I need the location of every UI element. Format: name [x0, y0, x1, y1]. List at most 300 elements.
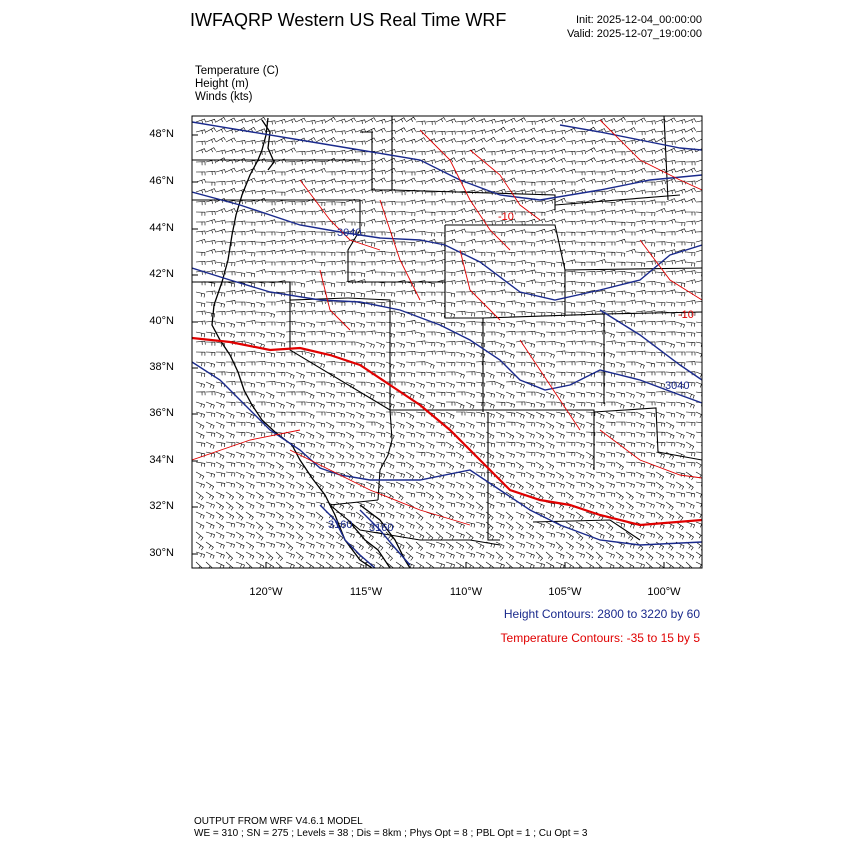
wind-barb: [596, 552, 603, 561]
wind-barb: [516, 362, 525, 366]
wind-barb: [676, 138, 686, 143]
wind-barb: [546, 251, 555, 255]
wind-barb: [626, 300, 636, 304]
wind-barb: [336, 372, 345, 376]
wind-barb: [606, 210, 616, 214]
wind-barb: [596, 242, 605, 246]
wind-barb: [606, 232, 615, 236]
wind-barb: [266, 502, 275, 507]
wind-barb: [406, 412, 414, 419]
wind-barb: [436, 462, 445, 467]
wind-barb: [226, 252, 235, 256]
wind-barb: [236, 382, 245, 386]
wind-barb: [446, 452, 455, 457]
wind-barb: [216, 262, 225, 267]
wind-barb: [666, 242, 675, 247]
wind-barb: [566, 552, 574, 560]
wind-barb: [196, 141, 205, 145]
wind-barb: [456, 562, 464, 570]
wind-barb: [206, 119, 216, 123]
wind-barb: [366, 472, 374, 479]
wind-barb: [366, 252, 375, 256]
wind-barb: [266, 362, 275, 367]
wind-barb: [296, 341, 305, 345]
wind-barb: [306, 432, 314, 439]
wind-barb: [576, 302, 585, 306]
wind-barb: [316, 291, 325, 295]
wind-barb: [586, 352, 595, 357]
wind-barb: [576, 452, 584, 459]
wind-barb: [546, 362, 555, 368]
wind-barb: [306, 211, 315, 215]
wind-barb: [276, 138, 286, 143]
wind-barb: [446, 131, 455, 135]
wind-barb: [196, 231, 205, 235]
wind-barb: [306, 342, 315, 346]
wind-barb: [296, 432, 305, 438]
wind-barb: [476, 522, 485, 528]
wind-barb: [366, 169, 376, 173]
wind-barb: [256, 190, 266, 194]
wind-barb: [656, 302, 665, 306]
wind-barb: [306, 322, 315, 328]
wind-barb: [456, 229, 466, 233]
wind-barb: [646, 492, 655, 497]
wind-barb: [666, 148, 676, 152]
wind-barb: [396, 150, 406, 154]
wind-barb: [326, 240, 336, 244]
wind-barb: [386, 201, 395, 205]
wind-barb: [236, 272, 245, 277]
wind-barb: [616, 452, 625, 458]
wind-barb: [546, 272, 555, 277]
wind-barb: [246, 140, 256, 144]
wind-barb: [496, 462, 505, 467]
wind-barb: [536, 139, 546, 143]
wind-barb: [426, 502, 434, 510]
wind-barb: [246, 392, 255, 396]
wind-barb: [206, 362, 215, 368]
wind-barb: [686, 352, 695, 356]
wind-barb: [646, 362, 655, 367]
wind-barb: [446, 402, 455, 406]
wind-barb: [616, 117, 626, 122]
wind-barb: [676, 222, 685, 226]
lat-label: 30°N: [149, 547, 174, 559]
wind-barb: [596, 502, 604, 509]
wind-barb: [196, 512, 204, 519]
wind-barb: [426, 260, 436, 264]
wind-barb: [506, 422, 515, 426]
wind-barb: [196, 542, 203, 550]
wind-barb: [326, 129, 336, 133]
wind-barb: [536, 382, 545, 386]
wind-barb: [506, 342, 515, 348]
wind-barb: [466, 482, 474, 490]
wind-barb: [586, 331, 595, 335]
wind-barb: [356, 152, 365, 156]
wind-barb: [566, 542, 574, 550]
wind-barb: [566, 402, 575, 408]
wind-barb: [506, 158, 516, 163]
wind-barb: [306, 129, 316, 133]
wind-barb: [366, 290, 376, 294]
wind-barb: [246, 492, 254, 499]
wind-barb: [296, 232, 305, 236]
wind-barb: [316, 402, 325, 408]
wind-barb: [596, 542, 604, 549]
wind-barb: [616, 392, 625, 397]
wind-barb: [406, 178, 416, 182]
wind-barb: [546, 168, 556, 173]
wind-barb: [486, 129, 496, 133]
wind-barb: [536, 182, 545, 186]
wind-barb: [356, 211, 365, 215]
wind-barb: [326, 137, 336, 142]
wind-barb: [446, 532, 454, 539]
wind-barb: [246, 252, 255, 256]
wind-barb: [406, 260, 416, 264]
wind-barb: [586, 301, 595, 305]
wind-barb: [386, 260, 396, 264]
wind-barbs: [196, 117, 706, 571]
wind-barb: [356, 120, 366, 124]
wind-barb: [556, 351, 565, 355]
wind-barb: [426, 442, 434, 449]
wind-barb: [486, 362, 495, 366]
wind-barb: [376, 442, 384, 449]
wind-barb: [546, 302, 555, 306]
wind-barb: [276, 250, 286, 254]
wind-barb: [626, 159, 636, 163]
wind-barb: [476, 138, 486, 142]
wind-barb: [606, 412, 614, 419]
wind-barb: [466, 472, 474, 479]
wind-barb: [556, 241, 565, 245]
wind-barb: [536, 402, 545, 408]
wind-barb: [426, 212, 435, 216]
wind-barb: [546, 432, 554, 439]
wind-barb: [426, 342, 435, 346]
wind-barb: [356, 432, 365, 436]
wind-barb: [526, 542, 534, 549]
wind-barb: [526, 219, 536, 223]
wind-barb: [366, 482, 374, 489]
wind-barb: [686, 128, 696, 133]
wind-barb: [416, 392, 424, 399]
wind-barb: [336, 211, 346, 215]
wind-barb: [516, 422, 524, 428]
wind-barb: [466, 149, 476, 153]
wind-barb: [676, 342, 685, 347]
wind-barb: [496, 552, 503, 561]
wind-barb: [466, 502, 474, 509]
wind-barb: [246, 230, 256, 234]
wind-barb: [416, 542, 423, 551]
wind-barb: [316, 392, 325, 397]
wind-barb: [626, 121, 635, 125]
wind-barb: [386, 422, 395, 428]
wind-barb: [566, 442, 575, 446]
wind-barb: [436, 159, 446, 163]
wind-barb: [476, 422, 485, 427]
wind-barb: [206, 138, 216, 142]
wind-barb: [516, 412, 524, 419]
wind-barb: [576, 210, 586, 214]
wind-barb: [236, 119, 246, 123]
wind-barb: [486, 512, 493, 520]
wind-barb: [386, 542, 393, 550]
wind-barb: [296, 492, 305, 498]
wind-barb: [266, 179, 276, 183]
wind-barb: [686, 162, 695, 166]
wind-barb: [646, 482, 655, 487]
wind-barb: [446, 260, 456, 264]
wind-barb: [496, 140, 506, 144]
wind-barb: [346, 562, 353, 571]
wind-barb: [646, 150, 656, 154]
wind-barb: [386, 472, 394, 479]
wind-barb: [276, 502, 285, 508]
wind-barb: [526, 422, 535, 427]
wind-barb: [606, 262, 615, 267]
wind-barb: [596, 422, 604, 429]
wind-barb: [246, 150, 256, 154]
wind-barb: [616, 239, 626, 243]
wind-barb: [536, 422, 545, 428]
wind-barb: [636, 552, 644, 559]
wind-barb: [516, 542, 525, 548]
wind-barb: [646, 282, 655, 286]
wind-barb: [536, 159, 546, 163]
wind-barb: [276, 452, 284, 459]
wind-barb: [366, 200, 376, 204]
wind-barb: [626, 201, 635, 205]
wind-barb: [486, 341, 495, 345]
wind-barb: [296, 128, 306, 132]
wind-barb: [336, 452, 344, 459]
wind-barb: [436, 259, 446, 263]
wind-barb: [286, 502, 294, 510]
wind-barb: [386, 462, 394, 469]
wind-barb: [676, 532, 684, 539]
wind-barb: [296, 512, 304, 520]
wind-barb: [586, 422, 595, 428]
wind-barb: [626, 222, 635, 226]
wind-barb: [506, 502, 515, 507]
wind-barb: [376, 502, 384, 510]
wind-barb: [556, 552, 564, 559]
wind-barb: [266, 522, 273, 530]
wind-barb: [636, 290, 646, 294]
wind-barb: [426, 362, 434, 369]
wind-barb: [226, 532, 235, 538]
wind-barb: [356, 492, 364, 499]
wind-barb: [236, 452, 244, 458]
wind-barb: [506, 331, 515, 335]
wind-barb: [316, 432, 324, 439]
wind-barb: [626, 262, 635, 266]
wind-barb: [376, 352, 385, 357]
wind-barb: [206, 282, 215, 287]
wind-barb: [586, 342, 595, 346]
wind-barb: [646, 562, 653, 571]
wind-barb: [316, 422, 325, 427]
wind-barb: [356, 141, 365, 145]
lon-label: 110°W: [449, 586, 483, 598]
wind-barb: [356, 161, 365, 165]
wind-barb: [486, 137, 496, 142]
wind-barb: [566, 128, 576, 132]
wind-barb: [626, 242, 635, 246]
wind-barb: [286, 452, 294, 459]
wind-barb: [226, 382, 235, 386]
wind-barb: [326, 452, 334, 459]
lon-label: 105°W: [548, 586, 582, 598]
wind-barb: [276, 130, 286, 134]
wind-barb: [546, 552, 553, 561]
wind-barb: [256, 352, 265, 357]
wind-barb: [346, 118, 356, 123]
wind-barb: [656, 332, 665, 336]
wind-barb: [366, 118, 376, 123]
wind-barb: [486, 452, 494, 459]
wind-barb: [496, 522, 504, 528]
wind-barb: [516, 372, 525, 376]
wind-barb: [576, 512, 583, 520]
wind-barb: [196, 412, 205, 418]
wind-barb: [306, 150, 316, 154]
wind-barb: [646, 229, 656, 233]
wind-barb: [696, 232, 705, 236]
wind-barb: [246, 532, 255, 538]
wind-barb: [596, 302, 605, 307]
wind-barb: [446, 412, 454, 419]
wind-barb: [496, 452, 504, 459]
wind-barb: [456, 352, 465, 358]
wind-barb: [326, 442, 335, 446]
wind-barb: [366, 552, 374, 559]
wind-barb: [456, 482, 464, 489]
wind-barb: [396, 291, 405, 295]
wind-barb: [526, 462, 535, 467]
wind-barb: [296, 402, 305, 406]
wind-barb: [206, 462, 215, 467]
wind-barb: [256, 270, 266, 274]
wind-barb: [606, 552, 615, 558]
wind-barb: [436, 492, 443, 500]
wind-barb: [276, 232, 285, 236]
wind-barb: [446, 239, 456, 243]
wind-barb: [336, 119, 346, 123]
wind-barb: [566, 392, 575, 397]
wind-barb: [566, 482, 574, 489]
wind-barb: [326, 402, 335, 407]
wind-barb: [396, 312, 405, 318]
wind-barb: [476, 361, 485, 365]
wind-barb: [446, 212, 455, 216]
wind-barb: [536, 522, 545, 528]
wind-barb: [566, 422, 575, 427]
wind-barb: [416, 302, 425, 307]
wind-barb: [546, 442, 554, 449]
wind-barb: [266, 512, 275, 518]
wind-barb: [236, 241, 245, 245]
wind-barb: [576, 552, 585, 558]
wind-barb: [246, 320, 256, 324]
wind-barb: [286, 492, 294, 499]
wind-barb: [456, 392, 465, 396]
wind-barb: [456, 382, 465, 387]
wind-barb: [656, 250, 666, 254]
wind-barb: [436, 442, 445, 446]
wind-barb: [646, 452, 655, 457]
wind-barb: [236, 221, 245, 225]
wind-barb: [276, 472, 284, 479]
wind-barb: [686, 230, 696, 234]
wind-barb: [226, 482, 235, 488]
wind-barb: [526, 392, 535, 396]
wind-barb: [516, 282, 525, 287]
wind-barb: [606, 189, 616, 193]
wind-barb: [476, 482, 485, 488]
wind-barb: [266, 282, 275, 287]
wind-barb: [606, 270, 616, 274]
wind-barb: [476, 290, 486, 294]
wind-barb: [236, 302, 245, 306]
wind-barb: [446, 292, 455, 297]
wind-barb: [636, 432, 645, 438]
wind-barb: [246, 302, 255, 307]
wind-barb: [206, 442, 214, 449]
wind-barb: [436, 362, 445, 367]
wind-barb: [406, 342, 415, 347]
wind-barb: [456, 372, 465, 378]
wind-barb: [606, 159, 616, 163]
wind-barb: [296, 382, 305, 386]
wind-barb: [496, 392, 504, 399]
wind-barb: [256, 442, 264, 448]
wind-barb: [416, 138, 426, 143]
wind-barb: [596, 462, 605, 468]
wind-barb: [626, 272, 635, 277]
wind-barb: [416, 121, 425, 125]
wind-barb: [356, 312, 365, 317]
wind-barb: [286, 472, 294, 480]
wind-barb: [376, 139, 386, 143]
wind-barb: [576, 118, 586, 123]
wind-barb: [496, 412, 504, 419]
wind-barb: [586, 148, 596, 153]
wind-barb: [256, 252, 265, 256]
wind-barb: [556, 442, 565, 447]
wind-barb: [446, 281, 455, 285]
wind-barb: [396, 138, 406, 142]
wind-barb: [266, 562, 274, 570]
wind-barb: [326, 542, 334, 549]
wind-barb: [336, 202, 345, 206]
wind-barb: [226, 332, 235, 338]
wind-barb: [626, 552, 634, 559]
wind-barb: [476, 512, 485, 518]
wind-barb: [566, 362, 575, 366]
wind-barb: [486, 221, 495, 225]
wind-barb: [216, 442, 225, 447]
wind-barb: [436, 292, 445, 296]
wind-barb: [576, 442, 585, 448]
wind-barb: [426, 270, 436, 274]
wind-barb: [406, 542, 413, 551]
